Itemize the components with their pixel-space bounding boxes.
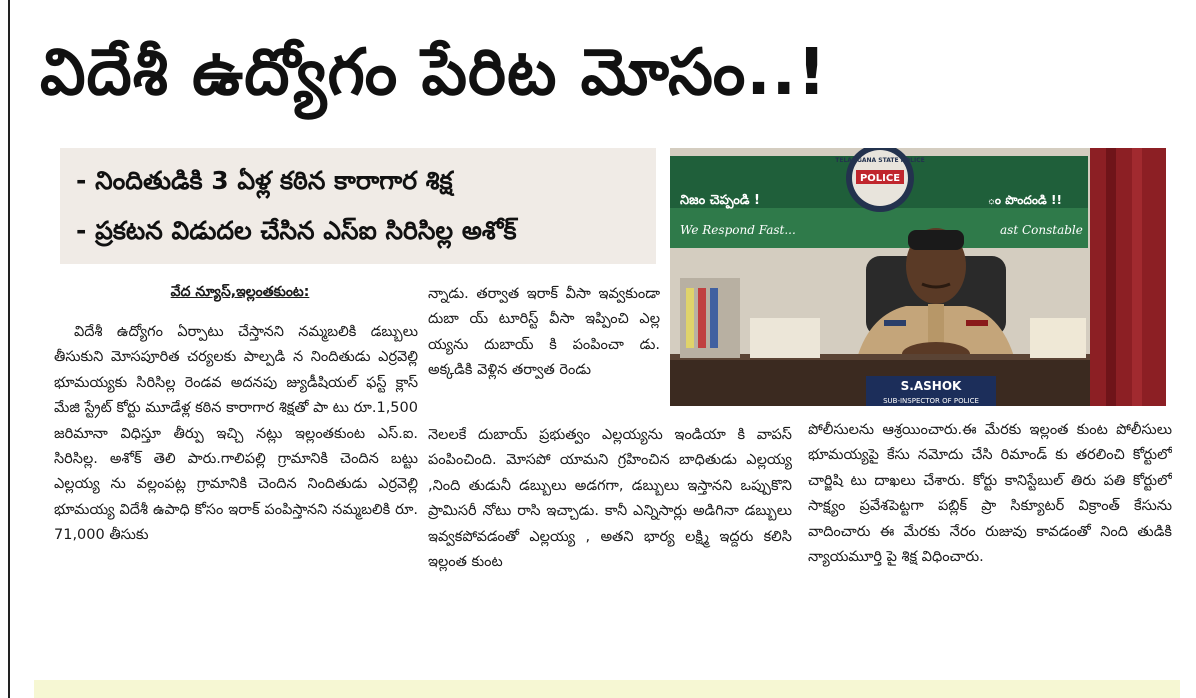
- banner-left-text: నిజం చెప్పండి !: [680, 193, 760, 208]
- nameplate-title: SUB-INSPECTOR OF POLICE: [883, 397, 979, 405]
- page-border: [8, 0, 10, 698]
- news-photo: [670, 148, 1166, 406]
- headline: విదేశీ ఉద్యోగం పేరిట మోసం..!: [40, 36, 828, 110]
- badge-text: TELANGANA STATE POLICE: [835, 157, 925, 164]
- article-column-3: పోలీసులను ఆశ్రయించారు.ఈ మేరకు ఇల్లంత కుంట పోలీసులు భూమయ్యపై కేసు నమోదు చేసి రిమాండ్ కు తరలించి కోర్టులో చార్జిషి టు దాఖలు చేశారు. కోర్టు కానిస్టేబుల్ తిరు పతి కోర్టులో సాక్ష్యం ప్రవేశపెట్టగా పబ్లిక్ ప్రా సిక్యూటర్ విక్రాంత్ కేసును వాదించారు ఈ మేరకు నేరం రుజువు కావడంతో నింది తుడికి న్యాయమూర్తి పై శిక్ష విధించారు.: [808, 422, 1172, 566]
- article-column-1: విదేశీ ఉద్యోగం ఏర్పాటు చేస్తానని నమ్మబలికి డబ్బులు తీసుకుని మోసపూరిత చర్యలకు పాల్పడి న నిందితుడు ఎర్రవెల్లి భూమయ్యకు సిరిసిల్ల రెండవ అదనపు జ్యుడీషియల్ ఫస్ట్ క్లాస్ మేజి స్ట్రేట్ కోర్టు మూడేళ్ల కఠిన కారాగార శిక్షతో పా టు రూ.1,500 జరిమానా విధిస్తూ తీర్పు ఇచ్చి నట్లు ఇల్లంతకుంట ఎస్.ఐ. సిరిసిల్ల. అశోక్ తెలి పారు.గాలిపల్లి గ్రామానికి చెందిన బట్టు ఎల్లయ్య ను వల్లంపట్ల గ్రామానికి చెందిన నిందితుడు ఎర్రవెల్లి భూమయ్య విదేశీ ఉపాధి కోసం ఇరాక్ పంపిస్తానని నమ్మబలికి రూ. 71,000 తీసుకు: [54, 324, 418, 544]
- nameplate-name: S.ASHOK: [900, 379, 962, 393]
- article-column-2-bottom: నెలలకే దుబాయ్ ప్రభుత్వం ఎల్లయ్యను ఇండియా కి వాపస్ పంపించింది. మోసపో యామని గ్రహించిన బాధితుడు ఎల్లయ్య ,నింది తుడునీ డబ్బులు అడగగా, డబ్బులు ఇస్తానని ఒప్పుకొని ప్రామిసరీ నోటు రాసి ఇచ్చాడు. కానీ ఎన్నిసార్లు అడిగినా డబ్బులు ఇవ్వకపోవడంతో ఎల్లయ్య , అతని భార్య లక్ష్మి ఇద్దరు కలిసి ఇల్లంత కుంట: [428, 427, 792, 571]
- article-column-2-top: న్నాడు. తర్వాత ఇరాక్ వీసా ఇవ్వకుండా దుబా య్ టూరిస్ట్ వీసా ఇప్పించి ఎల్ల య్యను దుబాయ్ కి పంపించా డు. అక్కడికి వెళ్లిన తర్వాత రెండు: [428, 286, 660, 379]
- photo-illustration: [670, 148, 1166, 406]
- slogan-right-text: ast Constable: [1000, 223, 1083, 237]
- banner-right-text: ం పొందండి !!: [988, 193, 1062, 207]
- byline: వేద న్యూస్,ఇల్లంతకుంట:: [170, 284, 310, 300]
- subheadline-box: [60, 148, 656, 264]
- subheadline-1: - నిందితుడికి 3 ఏళ్ల కఠిన కారాగార శిక్ష: [76, 166, 453, 195]
- slogan-left-text: We Respond Fast...: [680, 223, 796, 237]
- subheadline-2: - ప్రకటన విడుదల చేసిన ఎస్ఐ సిరిసిల్ల అశోక్: [76, 216, 517, 245]
- svg-text:POLICE: POLICE: [859, 173, 901, 184]
- bottom-band: [34, 680, 1180, 698]
